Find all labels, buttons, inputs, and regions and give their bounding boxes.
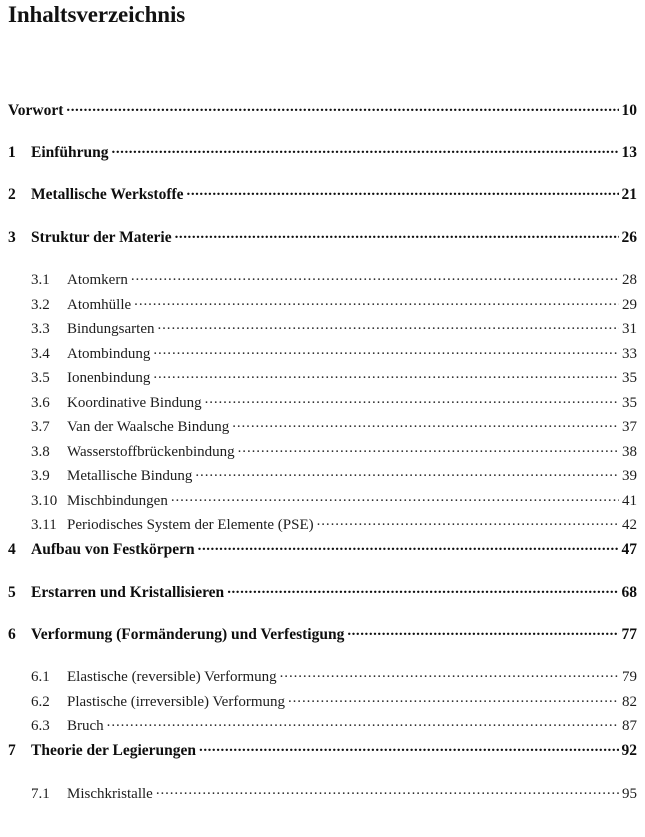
toc-entry-label: Theorie der Legierungen [31,742,197,760]
toc-entry-number: 3.3 [31,321,50,338]
toc-entry-label: Atomkern [67,272,128,289]
toc-entry-number: 3.2 [31,296,50,313]
toc-entry-label: Mischbindungen [67,492,168,509]
toc-entry-page-number: 13 [621,143,637,161]
toc-entry-number: 2 [8,186,16,204]
toc-entry-page-number: 28 [622,272,637,289]
toc-entry-page-number: 47 [621,541,637,559]
toc-entry-page-number: 10 [621,101,637,119]
toc-entry-page-number: 77 [621,626,637,644]
toc-entry-label: Atomhülle [67,296,132,313]
dot-leader [153,367,619,382]
toc-section-entry[interactable] [8,441,637,466]
toc-entry-label: Elastische (reversible) Verformung [67,669,277,686]
toc-chapter-entry[interactable] [8,141,637,184]
toc-entry-page-number: 79 [622,669,637,686]
toc-section-entry[interactable] [8,294,637,319]
toc-entry-label: Metallische Bindung [67,468,193,485]
dot-leader [112,141,619,157]
dot-leader [187,184,619,200]
toc-entry-number: 1 [8,143,16,161]
toc-chapter-entry[interactable] [8,581,637,624]
dot-leader [66,99,619,115]
toc-entry-label: Plastische (irreversible) Verformung [67,693,285,710]
dot-leader [158,318,620,333]
toc-entry-page-number: 92 [621,742,637,760]
toc-section-entry[interactable] [8,318,637,343]
toc-entry-page-number: 31 [622,321,637,338]
toc-entry-page-number: 37 [622,419,637,436]
toc-entry-label: Struktur der Materie [31,229,172,247]
toc-entry-number: 3.11 [31,517,57,534]
toc-section-entry[interactable] [8,392,637,417]
toc-chapter-entry[interactable] [8,184,637,227]
toc-entry-label: Wasserstoffbrückenbindung [67,443,235,460]
toc-entry-label: Periodisches System der Elemente (PSE) [67,517,314,534]
toc-entry-number: 3.6 [31,394,50,411]
dot-leader [205,392,619,407]
table-of-contents-list [8,99,637,807]
dot-leader [280,666,619,681]
toc-entry-page-number: 39 [622,468,637,485]
toc-chapter-entry[interactable] [8,740,637,783]
toc-entry-label: Atombindung [67,345,151,362]
toc-entry-label: Verformung (Formänderung) und Verfestigung [31,626,345,644]
toc-entry-label: Vorwort [8,101,64,119]
toc-chapter-entry[interactable] [8,99,637,141]
toc-entry-page-number: 68 [621,583,637,601]
toc-entry-number: 5 [8,583,16,601]
toc-entry-label: Koordinative Bindung [67,394,202,411]
dot-leader [153,343,619,358]
toc-entry-label: Van der Waalsche Bindung [67,419,230,436]
toc-entry-page-number: 35 [622,394,637,411]
toc-entry-page-number: 87 [622,718,637,735]
toc-entry-label: Einführung [31,143,109,161]
dot-leader [317,514,619,529]
page-title: Inhaltsverzeichnis [8,2,186,27]
toc-entry-number: 3.1 [31,272,50,289]
dot-leader [232,416,619,431]
dot-leader [195,465,619,480]
dot-leader [288,691,619,706]
toc-section-entry[interactable] [8,514,637,539]
toc-section-entry[interactable] [8,666,637,691]
toc-section-entry[interactable] [8,343,637,368]
toc-entry-label: Erstarren und Kristallisieren [31,583,225,601]
dot-leader [238,441,619,456]
dot-leader [175,227,619,243]
toc-entry-number: 3.8 [31,443,50,460]
toc-entry-page-number: 41 [622,492,637,509]
dot-leader [198,539,619,555]
dot-leader [199,740,619,756]
toc-section-entry[interactable] [8,269,637,294]
dot-leader [107,715,619,730]
dot-leader [171,490,619,505]
dot-leader [131,269,619,284]
toc-entry-number: 3.4 [31,345,50,362]
toc-section-entry[interactable] [8,691,637,716]
toc-entry-number: 4 [8,541,16,559]
toc-entry-page-number: 35 [622,370,637,387]
toc-entry-number: 6.2 [31,693,50,710]
toc-entry-page-number: 26 [621,229,637,247]
toc-entry-number: 7 [8,742,16,760]
toc-entry-number: 6 [8,626,16,644]
toc-entry-page-number: 82 [622,693,637,710]
toc-entry-number: 3.10 [31,492,58,509]
toc-section-entry[interactable] [8,367,637,392]
toc-entry-page-number: 42 [622,517,637,534]
toc-entry-label: Ionenbindung [67,370,151,387]
toc-entry-number: 7.1 [31,785,50,802]
toc-entry-number: 6.1 [31,669,50,686]
toc-section-entry[interactable] [8,490,637,515]
toc-entry-number: 3.9 [31,468,50,485]
toc-entry-page-number: 95 [622,785,637,802]
toc-entry-number: 3.5 [31,370,50,387]
toc-entry-label: Metallische Werkstoffe [31,186,184,204]
dot-leader [227,581,619,597]
toc-section-entry[interactable] [8,783,637,808]
toc-entry-label: Aufbau von Festkörpern [31,541,195,559]
toc-chapter-entry[interactable] [8,539,637,582]
toc-entry-page-number: 38 [622,443,637,460]
toc-entry-page-number: 21 [621,186,637,204]
dot-leader [347,624,619,640]
dot-leader [134,294,619,309]
toc-entry-page-number: 29 [622,296,637,313]
toc-entry-number: 6.3 [31,718,50,735]
toc-entry-label: Bindungsarten [67,321,155,338]
toc-section-entry[interactable] [8,715,637,740]
toc-entry-label: Mischkristalle [67,785,153,802]
toc-chapter-entry[interactable] [8,624,637,667]
toc-chapter-entry[interactable] [8,227,637,270]
toc-section-entry[interactable] [8,465,637,490]
toc-entry-number: 3 [8,229,16,247]
dot-leader [156,783,619,798]
toc-entry-page-number: 33 [622,345,637,362]
toc-entry-label: Bruch [67,718,104,735]
toc-entry-number: 3.7 [31,419,50,436]
toc-section-entry[interactable] [8,416,637,441]
